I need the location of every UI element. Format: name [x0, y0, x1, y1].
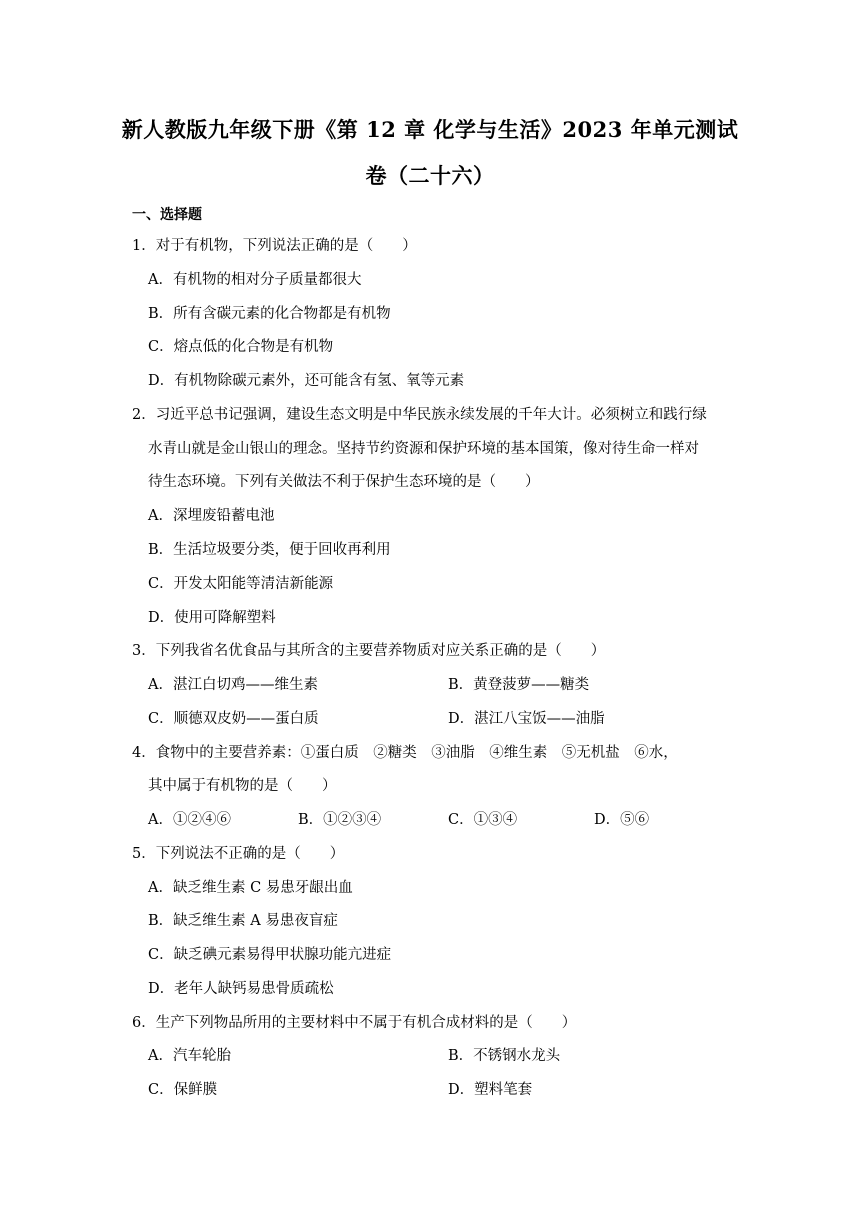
question-2-option-d: D．使用可降解塑料 — [148, 610, 276, 626]
question-5-stem: 5．下列说法不正确的是（ ） — [132, 846, 345, 862]
question-4-option-a: A．①②④⑥ — [148, 812, 231, 828]
question-2-option-a: A．深埋废铅蓄电池 — [148, 508, 275, 524]
question-2-option-b: B．生活垃圾要分类，便于回收再利用 — [148, 542, 391, 558]
question-1-option-d: D．有机物除碳元素外，还可能含有氢、氧等元素 — [148, 373, 465, 389]
title-line-1: 新人教版九年级下册《第 12 章 化学与生活》2023 年单元测试 — [121, 117, 739, 142]
question-1-option-c: C．熔点低的化合物是有机物 — [148, 339, 334, 355]
question-3-option-a: A．湛江白切鸡——维生素 — [148, 677, 318, 693]
question-5-option-d: D．老年人缺钙易患骨质疏松 — [148, 981, 334, 997]
question-3-option-d: D．湛江八宝饭——油脂 — [448, 711, 605, 727]
title-line-2: 卷（二十六） — [365, 163, 495, 188]
question-4-stem-line-2: 其中属于有机物的是（ ） — [148, 778, 337, 794]
question-2-stem-line-1: 2．习近平总书记强调，建设生态文明是中华民族永续发展的千年大计。必须树立和践行绿 — [132, 407, 707, 423]
question-4-option-b: B．①②③④ — [298, 812, 382, 828]
question-6-option-a: A．汽车轮胎 — [148, 1048, 231, 1064]
section-heading: 一、选择题 — [132, 207, 202, 223]
question-3-stem: 3．下列我省名优食品与其所含的主要营养物质对应关系正确的是（ ） — [132, 643, 606, 659]
question-4-stem-line-1: 4．食物中的主要营养素：①蛋白质 ②糖类 ③油脂 ④维生素 ⑤无机盐 ⑥水， — [132, 745, 678, 761]
question-5-option-a: A．缺乏维生素 C 易患牙龈出血 — [148, 880, 353, 896]
question-3-option-c: C．顺德双皮奶——蛋白质 — [148, 711, 319, 727]
question-5-option-b: B．缺乏维生素 A 易患夜盲症 — [148, 913, 338, 929]
question-2-stem-line-3: 待生态环境。下列有关做法不利于保护生态环境的是（ ） — [148, 474, 540, 490]
question-5-option-c: C．缺乏碘元素易得甲状腺功能亢进症 — [148, 947, 392, 963]
question-1-option-b: B．所有含碳元素的化合物都是有机物 — [148, 306, 391, 322]
question-4-option-d: D．⑤⑥ — [594, 812, 650, 828]
question-2-stem-line-2: 水青山就是金山银山的理念。坚持节约资源和保护环境的基本国策，像对待生命一样对 — [148, 441, 699, 457]
question-6-option-d: D．塑料笔套 — [448, 1082, 533, 1098]
question-2-option-c: C．开发太阳能等清洁新能源 — [148, 576, 334, 592]
question-1-option-a: A．有机物的相对分子质量都很大 — [148, 272, 362, 288]
question-1-stem: 1．对于有机物，下列说法正确的是（ ） — [132, 238, 417, 254]
question-6-option-b: B．不锈钢水龙头 — [448, 1048, 561, 1064]
question-6-stem: 6．生产下列物品所用的主要材料中不属于有机合成材料的是（ ） — [132, 1015, 577, 1031]
question-3-option-b: B．黄登菠萝——糖类 — [448, 677, 590, 693]
question-6-option-c: C．保鲜膜 — [148, 1082, 218, 1098]
question-4-option-c: C．①③④ — [448, 812, 518, 828]
